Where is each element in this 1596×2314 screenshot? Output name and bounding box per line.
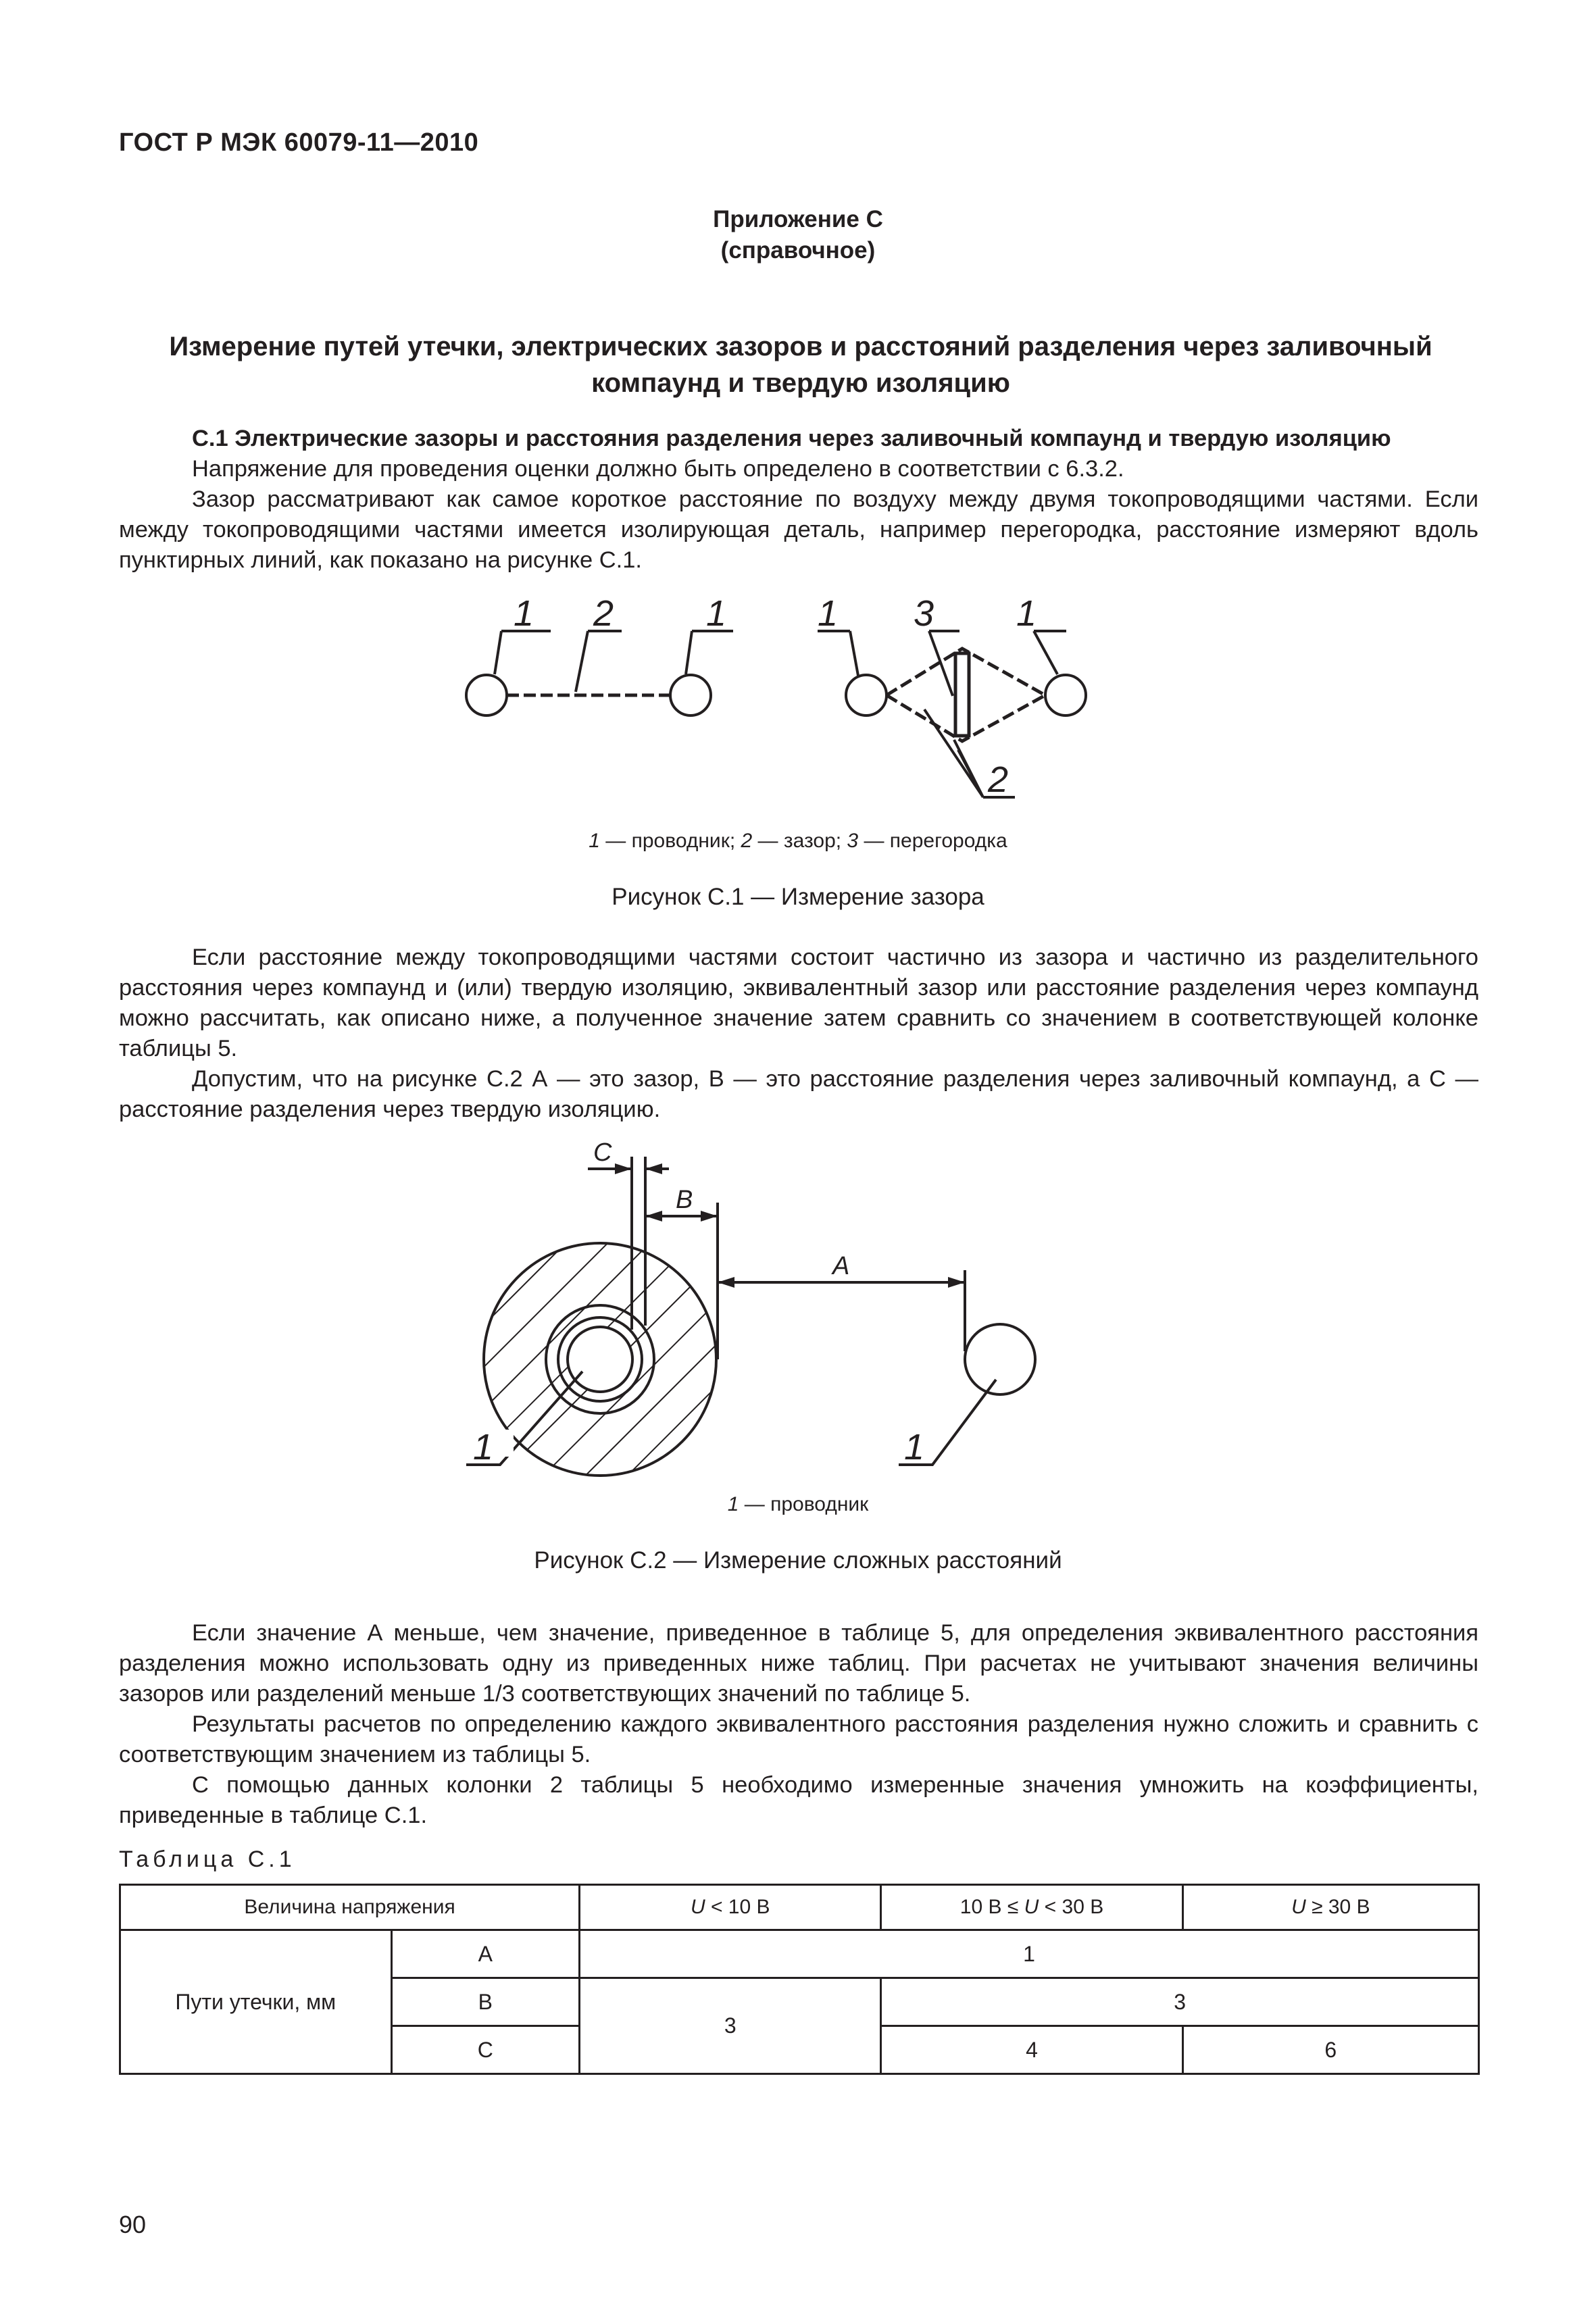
- value-cell: 1: [580, 1930, 1479, 1978]
- arrowhead: [615, 1163, 632, 1174]
- figure-label: 3: [914, 593, 934, 634]
- row-key-cell: А: [391, 1930, 580, 1978]
- arrowhead: [701, 1211, 718, 1222]
- paragraph: Зазор рассматривают как самое короткое расстояние по воздуху между двумя токопроводящими частями. Если между токопроводящими частями имеется изолирующая деталь, например перегородка, расстояние измеряют вдоль пунктирных линий, как показано на рисунке С.1.: [119, 486, 1478, 573]
- paragraph: Если значение А меньше, чем значение, приведенное в таблице 5, для определения эквивалентного расстояния разделения можно использовать одну из приведенных ниже таблиц. При расчетах не учитывают значения величины зазоров или разделений меньше 1/3 соответствующих значений по таблице 5.: [119, 1620, 1478, 1707]
- paragraph: Допустим, что на рисунке С.2 А — это зазор, В — это расстояние разделения через заливочный компаунд, а С — расстояние разделения через твердую изоляцию.: [119, 1066, 1478, 1122]
- conductor-circle: [846, 675, 887, 715]
- legend-number: 2: [741, 830, 753, 852]
- figure-label: 2: [988, 759, 1009, 800]
- value-cell: 6: [1182, 2026, 1478, 2074]
- row-key-cell: С: [391, 2026, 580, 2074]
- figure-label: 1: [706, 593, 727, 634]
- leader-line: [818, 631, 858, 676]
- page-number: 90: [119, 2211, 147, 2238]
- dimension-label-b: В: [676, 1186, 693, 1214]
- figure-c1-legend: [0, 830, 1596, 853]
- paragraph: Результаты расчетов по определению каждого эквивалентного расстояния разделения нужно сложить и сравнить с соответствующим значением из таблицы 5.: [119, 1711, 1478, 1767]
- table-header-row: [120, 1885, 1479, 1930]
- header-text: ≥ 30 В: [1305, 1896, 1370, 1918]
- figure-label: 1: [904, 1427, 925, 1467]
- conductor-circle: [1045, 675, 1086, 715]
- table-c1: [119, 1884, 1480, 2075]
- conductor-circle: [670, 675, 711, 715]
- row-label-cell: Пути утечки, мм: [120, 1930, 392, 2074]
- figure-c2-legend: [0, 1493, 1596, 1516]
- header-text: 10 В ≤: [959, 1896, 1024, 1918]
- legend-text: — перегородка: [858, 830, 1007, 852]
- section-heading: С.1 Электрические зазоры и расстояния разделения через заливочный компаунд и твердую изоляцию: [192, 426, 1391, 451]
- leader-line: [495, 631, 551, 674]
- section-c1-text: [119, 424, 1478, 576]
- leader-line: [576, 631, 622, 692]
- value-cell: 3: [580, 1978, 881, 2074]
- header-cell: [1182, 1885, 1478, 1930]
- annex-label: Приложение С: [713, 206, 883, 232]
- figure-label: 1: [514, 593, 534, 634]
- header-text: < 10 В: [705, 1896, 770, 1918]
- leader-line: [686, 631, 733, 674]
- voltage-symbol: U: [1024, 1896, 1039, 1918]
- figure-label: 2: [593, 593, 614, 634]
- arrowhead: [645, 1211, 662, 1222]
- body-text-middle: [119, 942, 1478, 1125]
- value-cell: 4: [881, 2026, 1182, 2074]
- clearance-path: [887, 649, 1045, 741]
- value-cell: 3: [881, 1978, 1479, 2026]
- figure-label: 1: [473, 1427, 494, 1467]
- voltage-symbol: U: [690, 1896, 705, 1918]
- document-code: ГОСТ Р МЭК 60079-11—2010: [119, 128, 479, 157]
- legend-text: — зазор;: [752, 830, 847, 852]
- dimension-label-a: А: [832, 1252, 850, 1280]
- figure-c1-caption: Рисунок С.1 — Измерение зазора: [612, 884, 984, 910]
- conductor-circle: [965, 1324, 1035, 1394]
- header-text: < 30 В: [1039, 1896, 1104, 1918]
- arrowhead: [948, 1277, 965, 1288]
- paragraph: Если расстояние между токопроводящими частями состоит частично из зазора и частично из разделительного расстояния через компаунд и (или) твердую изоляцию, эквивалентный зазор или расстояние разделения через компаунд можно рассчитать, как описано ниже, а полученное значение затем сравнить со значением в соответствующей колонке таблицы 5.: [119, 945, 1478, 1061]
- leader-line: [1034, 631, 1066, 674]
- legend-number: 1: [589, 830, 600, 852]
- conductor-circle: [466, 675, 507, 715]
- figure-label: 1: [818, 593, 839, 634]
- arrowhead: [718, 1277, 734, 1288]
- legend-number: 1: [727, 1493, 739, 1515]
- voltage-symbol: U: [1291, 1896, 1306, 1918]
- legend-text: — проводник;: [599, 830, 741, 852]
- figure-label: 1: [1016, 593, 1037, 634]
- annex-title: Измерение путей утечки, электрических зазоров и расстояний разделения через заливочный компаунд и твердую изоляцию: [169, 332, 1432, 398]
- legend-text: — проводник: [739, 1493, 869, 1515]
- body-text-end: [119, 1618, 1478, 1831]
- legend-number: 3: [847, 830, 859, 852]
- table-label: Таблица С.1: [119, 1846, 296, 1872]
- header-cell: [881, 1885, 1182, 1930]
- figure-c2-caption: Рисунок С.2 — Измерение сложных расстояний: [534, 1547, 1062, 1574]
- row-key-cell: В: [391, 1978, 580, 2026]
- header-cell: [580, 1885, 881, 1930]
- arrowhead: [645, 1163, 662, 1174]
- annex-type: (справочное): [720, 237, 876, 263]
- figure-c2: [0, 1135, 1596, 1513]
- header-cell: Величина напряжения: [120, 1885, 580, 1930]
- paragraph: С помощью данных колонки 2 таблицы 5 необходимо измеренные значения умножить на коэффициенты, приведенные в таблице С.1.: [119, 1772, 1478, 1828]
- table-row: [120, 1930, 1479, 1978]
- paragraph: Напряжение для проведения оценки должно быть определено в соответствии с 6.3.2.: [192, 456, 1124, 482]
- dimension-label-c: С: [593, 1138, 612, 1167]
- partition-barrier: [955, 653, 969, 736]
